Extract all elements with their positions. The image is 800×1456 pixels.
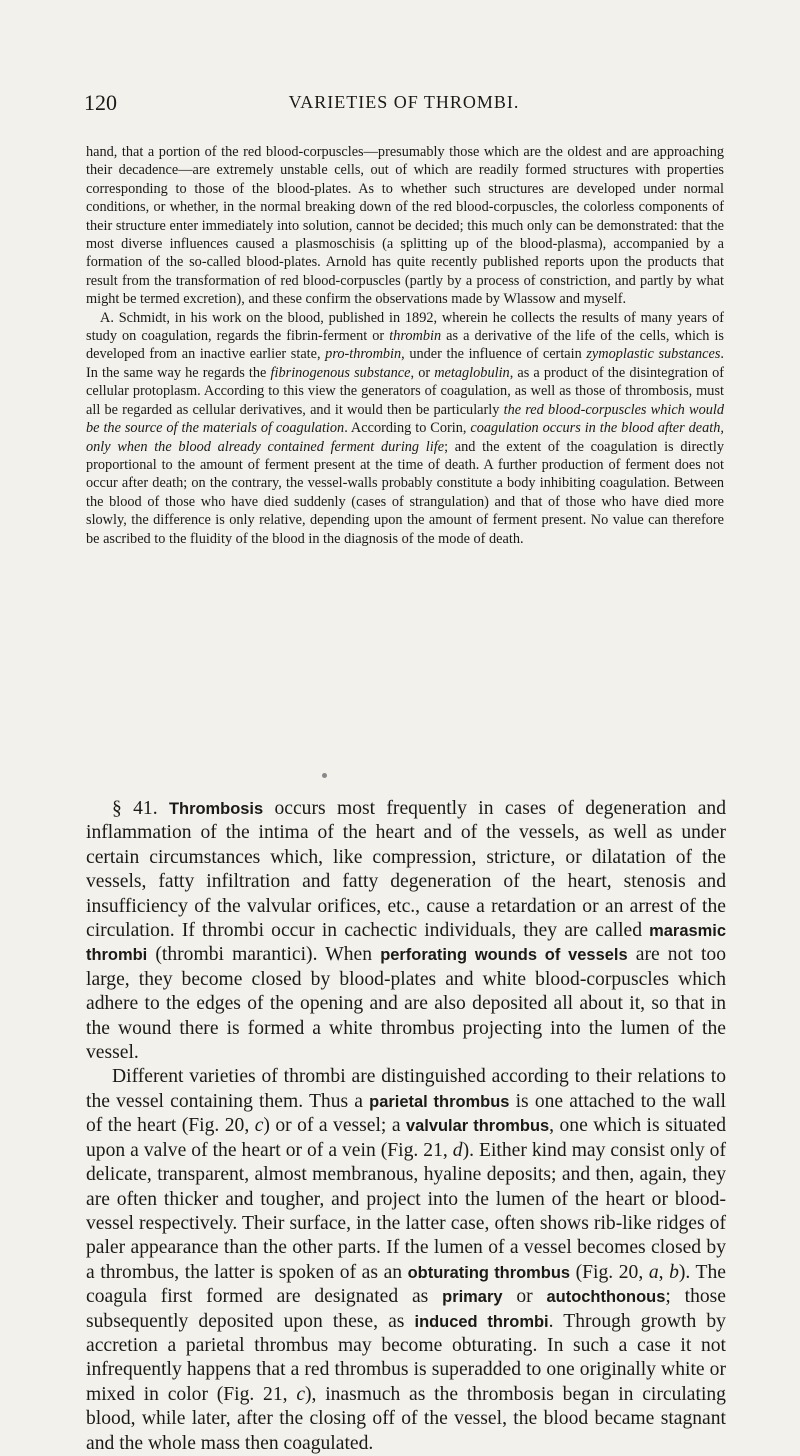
italic-text: thrombin bbox=[389, 328, 442, 345]
emphasized-term: parietal thrombus bbox=[369, 1092, 510, 1111]
text-run: , one which is situated upon a valve of the heart or of a vein (Fig. 21, bbox=[86, 1115, 727, 1161]
text-run: occurs most frequently in cases of degeneration and inflammation of the intima of the heart and of the vessels, as well as under certain circumstances which, like compression, stricture, or dilatation of the vessels, fatty infiltration and fatty degeneration of the heart, stenosis and insufficiency of the valvular orifices, etc., cause a retardation or an arrest of the circulation. If thrombi occur in cachectic individuals, they are called bbox=[86, 798, 727, 942]
italic-text: coagulation occurs in the blood after death, only when the blood already contained ferment during life bbox=[86, 420, 724, 455]
section-41-paragraph bbox=[86, 797, 726, 1065]
italic-text: metaglobulin bbox=[434, 364, 510, 381]
text-run: or bbox=[502, 1286, 547, 1308]
italic-text: fibrinogenous substance bbox=[270, 364, 411, 381]
running-head: VARIETIES OF THROMBI. bbox=[288, 92, 520, 112]
note-paragraph bbox=[86, 309, 724, 548]
text-run: Different varieties of thrombi are distinguished according to their relations to the vessel containing them. Thus a bbox=[86, 1066, 726, 1112]
emphasized-term: obturating thrombus bbox=[407, 1263, 571, 1282]
text-run: ; those subsequently deposited upon these, as bbox=[86, 1286, 726, 1332]
text-run: ), inasmuch as the thrombosis began in circulating blood, while later, after the closing off of the vessel, the blood became stagnant and the whole mass then coagulated. bbox=[86, 1383, 726, 1454]
text-run: . In the same way he regards the bbox=[86, 346, 724, 381]
ink-speck bbox=[322, 773, 327, 778]
italic-text: b bbox=[669, 1261, 679, 1283]
page-number: 120 bbox=[84, 90, 117, 115]
text-run: . According to Corin, bbox=[344, 420, 471, 437]
text-run: (Fig. 20, bbox=[570, 1261, 649, 1283]
text-run: § 41. bbox=[112, 798, 169, 819]
text-run: , under the influence of certain bbox=[401, 346, 587, 363]
text-run: as a derivative of the life of the cells, which is developed from an inactive earlier state, bbox=[86, 328, 724, 363]
page-header bbox=[84, 90, 724, 126]
emphasized-term: marasmic thrombi bbox=[86, 922, 726, 965]
italic-text: zymoplastic substances bbox=[586, 346, 721, 363]
text-run: ). Either kind may consist only of delicate, transparent, almost membranous, hyaline deposits; and then, again, they are often thicker and tougher, and project into the lumen of the heart or blood-vessel respectively. Their surface, in the latter case, often shows rib-like ridges of paler appearance than the other parts. If the lumen of a vessel becomes closed by a thrombus, the latter is spoken of as an bbox=[86, 1139, 726, 1283]
text-run: , as a product of the disintegration of cellular protoplasm. According to this view the generators of coagulation, as well as those of thrombosis, must all be regarded as cellular derivatives, and it would then be particularly bbox=[86, 364, 725, 418]
emphasized-term: autochthonous bbox=[546, 1288, 666, 1307]
text-run: is one attached to the wall of the heart (Fig. 20, bbox=[86, 1090, 726, 1137]
main-text bbox=[86, 797, 726, 1456]
emphasized-term: perforating wounds of vessels bbox=[380, 946, 628, 965]
text-run: . Through growth by accretion a parietal thrombus may become obturating. In such a case it not infrequently happens that a red thrombus is superadded to one originally white or mixed in color (Fig. 21, bbox=[86, 1310, 726, 1405]
text-run: hand, that a portion of the red blood-corpuscles—presumably those which are the oldest and are approaching their decadence—are extremely unstable cells, out of which are readily formed structures with properties corresponding to those of the blood-plates. As to whether such structures are developed under normal conditions, or whether, in the normal breaking down of the red blood-corpuscles, the colorless components of their structure enter immediately into solution, cannot be decided; this much only can be demonstrated: that the most diverse influences caused a plasmoschisis (a splitting up of the blood-plasma), accompanied by a formation of the so-called blood-plates. Arnold has quite recently published reports upon the products that result from the transformation of red blood-corpuscles (partly by a process of constriction, and partly by what might be termed excretion), and these confirm the observations made by Wlassow and myself. bbox=[86, 144, 724, 308]
italic-text: a bbox=[648, 1261, 659, 1283]
emphasized-term: Thrombosis bbox=[168, 800, 264, 818]
small-print-notes bbox=[86, 143, 724, 548]
italic-text: d bbox=[452, 1139, 463, 1161]
emphasized-term: primary bbox=[442, 1288, 503, 1307]
italic-text: the red blood-corpuscles which would be the source of the materials of coagulation bbox=[86, 401, 724, 437]
note-paragraph bbox=[86, 143, 724, 309]
text-run: ; and the extent of the coagulation is directly proportional to the amount of ferment present at the time of death. A further production of ferment does not occur after death; on the contrary, the vessel-walls probably constitute a body inhibiting coagulation. Between the blood of those who have died suddenly (cases of strangulation) and that of those who have died more slowly, the difference is only relative, depending upon the amount of ferment present. No value can therefore be ascribed to the fluidity of the blood in the diagnosis of the mode of death. bbox=[86, 438, 724, 547]
text-run: , or bbox=[410, 364, 435, 381]
emphasized-term: valvular thrombus bbox=[405, 1117, 550, 1136]
italic-text: c bbox=[254, 1115, 264, 1137]
text-run: , bbox=[658, 1261, 670, 1283]
italic-text: pro-thrombin bbox=[325, 346, 402, 363]
emphasized-term: induced thrombi bbox=[414, 1312, 549, 1331]
text-run: ) or of a vessel; a bbox=[263, 1115, 406, 1137]
text-run: are not too large, they become closed by blood-plates and white blood-corpuscles which adhere to the edges of the opening and are also deposited all about it, so that in the wound there is formed a white thrombus projecting into the lumen of the vessel. bbox=[86, 944, 727, 1064]
text-run: (thrombi marantici). When bbox=[147, 944, 381, 966]
text-run: ). The coagula first formed are designated as bbox=[86, 1261, 726, 1308]
text-run: A. Schmidt, in his work on the blood, published in 1892, wherein he collects the results of many years of study on coagulation, regards the fibrin-ferment or bbox=[86, 309, 724, 345]
italic-text: c bbox=[296, 1383, 306, 1405]
varieties-paragraph bbox=[86, 1065, 726, 1456]
